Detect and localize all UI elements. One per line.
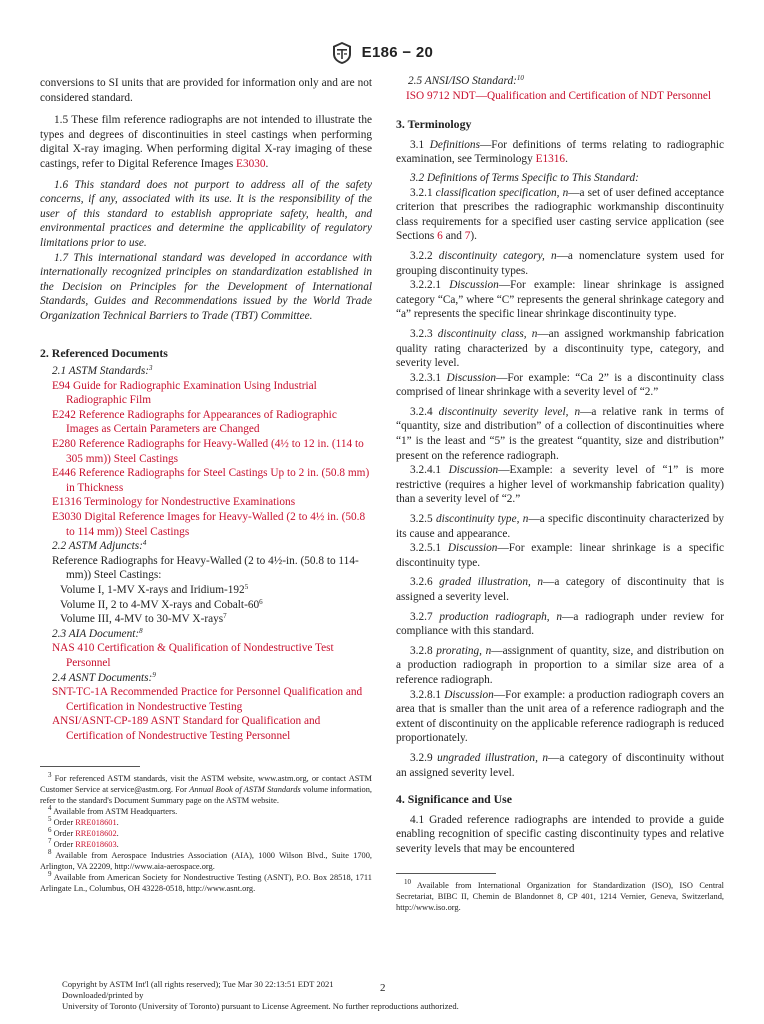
reference-nas-410[interactable]: NAS 410 Certification & Qualification of Nondestructive Test Personnel	[52, 642, 334, 669]
paragraph-1-7: 1.7 This international standard was developed in accordance with internationally recognized principles on standardization established in the Decision on Principles for the Development of International Standards, Guides and Recommendations issued by the World Trade Organization Technical Barriers to Trade (TBT) Committee.	[40, 251, 372, 322]
adjunct-volume-3: Volume III, 4-MV to 30-MV X-rays$^7$	[60, 612, 227, 626]
section-7-link[interactable]: 7	[464, 230, 471, 243]
term-3-2-6: 3.2.6 graded illustration, n—a category of discontinuity that is assigned a severity level.	[396, 576, 725, 603]
section-2-title: 2. Referenced Documents	[40, 345, 168, 360]
reference-e94[interactable]: E94 Guide for Radiographic Examination Using Industrial Radiographic Film	[52, 379, 317, 407]
reference-snt-tc-1a[interactable]: SNT-TC-1A Recommended Practice for Personnel Qualification and Certification in Nondestructive Testing	[52, 686, 363, 713]
aia-document-label: 2.3 AIA Document:$^8$	[52, 626, 143, 640]
term-3-2-3: 3.2.3 discontinuity class, n—an assigned workmanship fabrication quality rating characterized by a discontinuity type, category, and severity level.	[396, 327, 725, 370]
page-number: 2	[380, 982, 386, 994]
copyright-line: Copyright by ASTM Int'l (all rights reserved); Tue Mar 30 22:13:51 EDT 2021	[62, 979, 334, 989]
page-header	[0, 41, 764, 65]
intro-paragraph: conversions to SI units that are provided for information only and are not considered standard.	[40, 77, 372, 104]
term-3-2-4-1: 3.2.4.1 Discussion—Example: a severity level of “1” is more restrictive (requires a higher level of workmanship fabrication quality) than a severity level of “2.”	[396, 464, 725, 506]
license-line: University of Toronto (University of Toronto) pursuant to License Agreement. No further reproductions authorized.	[62, 1001, 459, 1011]
footnote-3: $^3$ For referenced ASTM standards, visit the ASTM website, www.astm.org, or contact ASTM Customer Service at service@astm.org. For Annual Book of ASTM Standards volume information, refer to the standard's Document Summary page on the ASTM website.	[40, 770, 372, 805]
reference-e280[interactable]: E280 Reference Radiographs for Heavy-Walled (4½ to 12 in. (114 to 305 mm)) Steel Castings	[52, 438, 364, 465]
astm-logo-icon	[331, 41, 353, 65]
ansi-iso-standard-label: 2.5 ANSI/ISO Standard:$^{10}$	[408, 74, 524, 87]
term-3-2-8: 3.2.8 prorating, n—assignment of quantity, size, and distribution on a production radiograph in proportion to a similar size area of a reference radiograph.	[396, 644, 724, 686]
left-column	[40, 76, 372, 894]
term-3-2-2: 3.2.2 discontinuity category, n—a nomenclature system used for grouping discontinuity types.	[396, 249, 724, 277]
section-3-title: 3. Terminology	[396, 117, 472, 132]
term-3-2-3-1: 3.2.3.1 Discussion—For example: “Ca 2” is a discontinuity class comprised of linear shrinkage with a severity level of “2.”	[396, 371, 724, 399]
reference-iso-9712[interactable]: ISO 9712 NDT—Qualification and Certification of NDT Personnel	[406, 89, 712, 102]
rre018602-link[interactable]: RRE018602	[75, 828, 117, 838]
right-footnote-divider	[396, 873, 496, 874]
e1316-link[interactable]: E1316	[535, 153, 566, 166]
footnote-8: $^8$ Available from Aerospace Industries Association (AIA), 1000 Wilson Blvd., Suite 1700, Arlington, VA 22209, http://www.aia-aerospace.org.	[40, 847, 372, 871]
section-6-link[interactable]: 6	[437, 230, 443, 243]
term-3-2-9: 3.2.9 ungraded illustration, n—a category of discontinuity without an assigned severity level.	[396, 751, 725, 779]
adjunct-title: Reference Radiographs for Heavy-Walled (2 to 4½-in. (50.8 to 114-mm)) Steel Castings:	[52, 554, 359, 582]
page-footer	[62, 979, 742, 1012]
adjunct-volume-1: Volume I, 1-MV X-rays and Iridium-$192^5$	[60, 583, 249, 596]
e3030-link[interactable]: E3030	[236, 157, 266, 170]
standard-designation: E186 − 20	[361, 43, 434, 61]
reference-ansi-asnt-cp-189[interactable]: ANSI/ASNT-CP-189 ASNT Standard for Qualification and Certification of Nondestructive Testing Personnel	[52, 715, 321, 742]
term-3-2: 3.2 Definitions of Terms Specific to This Standard:	[410, 171, 639, 184]
paragraph-1-5: 1.5 These film reference radiographs are not intended to illustrate the types and degrees of discontinuities in steel castings when performing digital X-ray imaging. When performing digital X-ray imaging of these castings, refer to Digital Reference Images E3030.	[40, 114, 372, 170]
reference-e446[interactable]: E446 Reference Radiographs for Steel Castings Up to 2 in. (50.8 mm) in Thickness	[52, 467, 370, 494]
rre018603-link[interactable]: RRE018603	[75, 839, 117, 849]
term-3-2-4: 3.2.4 discontinuity severity level, n—a relative rank in terms of “quantity, size and distribution” of a collection of discontinuities where “1” is the least and “5” is the greatest “quantity, size and distribution” present on the reference radiograph.	[396, 405, 724, 462]
footnote-9: $^9$ Available from American Society for Nondestructive Testing (ASNT), P.O. Box 28518, 1711 Arlingate Ln., Columbus, OH 43228-0518, http://www.asnt.org.	[40, 869, 372, 893]
term-3-1: 3.1 Definitions—For definitions of terms relating to radiographic examination, see Terminology E1316.	[396, 138, 724, 166]
astm-standards-label: 2.1 ASTM Standards:$^3$	[52, 364, 153, 378]
astm-adjuncts-label: 2.2 ASTM Adjuncts:$^4$	[52, 539, 147, 553]
footnote-7: $^7$ Order RRE018603.	[48, 836, 119, 849]
asnt-documents-label: 2.4 ASNT Documents:$^9$	[52, 670, 156, 684]
paragraph-4-1: 4.1 Graded reference radiographs are intended to provide a guide enabling recognition of specific casting discontinuity types and relative severity levels that may be encountered	[396, 813, 724, 855]
term-3-2-2-1: 3.2.2.1 Discussion—For example: linear shrinkage is assigned category “Ca,” where “C” represents the general shrinkage category and “a” represents the specific linear shrinkage discontinuity type.	[396, 279, 725, 321]
reference-e3030[interactable]: E3030 Digital Reference Images for Heavy-Walled (2 to 4½ in. (50.8 to 114 mm)) Steel Castings	[52, 511, 366, 538]
term-3-2-1: 3.2.1 classification specification, n—a set of user defined acceptance criterion that prescribes the radiographic workmanship discontinuity class requirements for a specified user casting service application (see Sections 6 and 7).	[396, 186, 725, 243]
paragraph-1-6: 1.6 This standard does not purport to address all of the safety concerns, if any, associated with its use. It is the responsibility of the user of this standard to establish appropriate safety, health, and environmental practices and determine the applicability of regulatory limitations prior to use.	[40, 178, 372, 249]
reference-e1316[interactable]: E1316 Terminology for Nondestructive Examinations	[52, 496, 296, 509]
reference-e242[interactable]: E242 Reference Radiographs for Appearances of Radiographic Images as Certain Parameters are Changed	[52, 408, 337, 436]
footnote-divider	[40, 766, 140, 767]
right-column	[396, 74, 724, 913]
section-4-title: 4. Significance and Use	[396, 792, 513, 807]
adjunct-volume-2: Volume II, 2 to 4-MV X-rays and Cobalt-$60^6$	[60, 597, 263, 611]
footnote-6: $^6$ Order RRE018602.	[48, 825, 119, 838]
left-footnotes	[40, 770, 372, 894]
footnote-4: $^4$ Available from ASTM Headquarters.	[48, 803, 178, 816]
footnote-5: $^5$ Order RRE018601.	[48, 814, 119, 827]
term-3-2-5: 3.2.5 discontinuity type, n—a specific discontinuity characterized by its cause and appearance.	[396, 513, 724, 540]
term-3-2-8-1: 3.2.8.1 Discussion—For example: a production radiograph covers an area that is smaller than the unit area of a reference radiograph and the extent of discontinuity on the applicable reference radiograph is reduced proportionately.	[396, 688, 724, 745]
footnote-10: $^{10}$ Available from International Organization for Standardization (ISO), ISO Central Secretariat, BIBC II, Chemin de Blandonnet 8, CP 401, 1214 Vernier, Geneva, Switzerland, http://www.iso.org.	[396, 877, 724, 912]
term-3-2-5-1: 3.2.5.1 Discussion—For example: linear shrinkage is a specific discontinuity type.	[396, 542, 724, 569]
term-3-2-7: 3.2.7 production radiograph, n—a radiograph under review for compliance with this standard.	[396, 610, 724, 638]
rre018601-link[interactable]: RRE018601	[75, 817, 117, 827]
downloaded-line: Downloaded/printed by	[62, 990, 144, 1000]
